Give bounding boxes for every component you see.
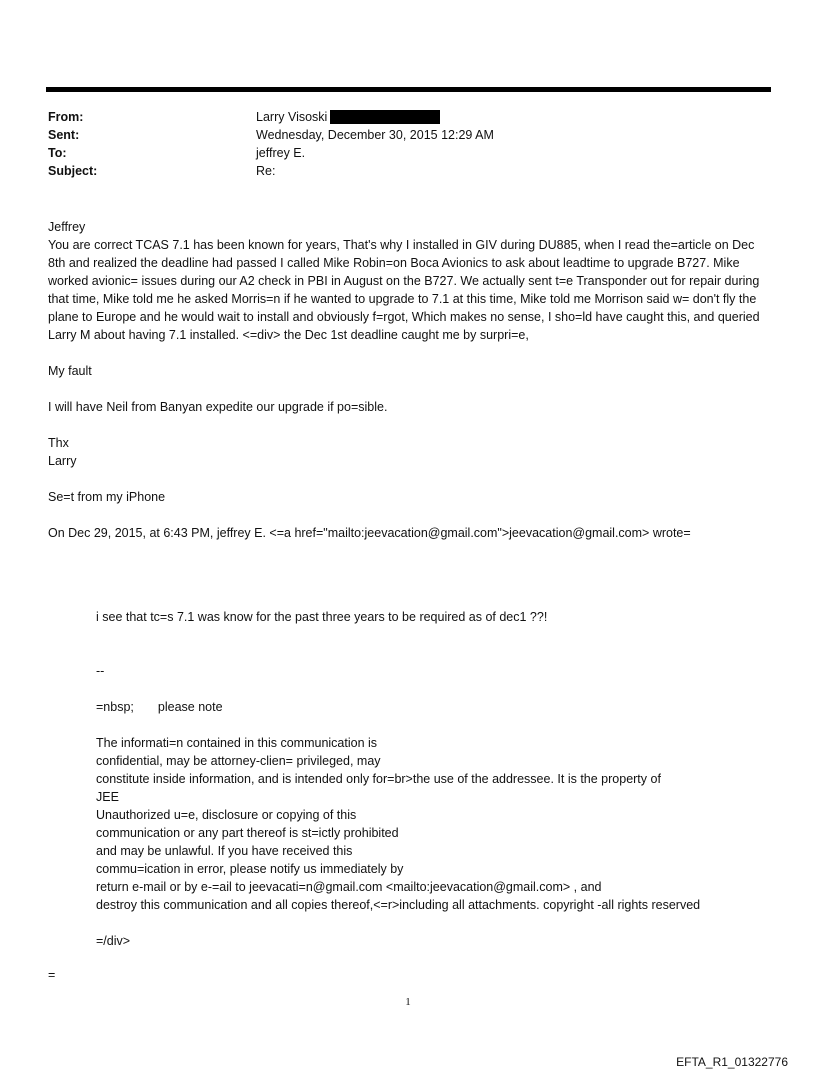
neil-line: I will have Neil from Banyan expedite our upgrade if po=sible. [48, 400, 388, 414]
on-wrote-line: On Dec 29, 2015, at 6:43 PM, jeffrey E. <=a href="mailto:jeevacation@gmail.com">jeevacation@gmail.com> wrote= [48, 526, 691, 540]
from-row [48, 108, 748, 126]
please-note: please note [157, 700, 223, 714]
trailing-equals: = [48, 968, 56, 982]
disclaimer-line: commu=ication in error, please notify us immediately by [96, 862, 404, 876]
subject-label: Subject: [48, 164, 98, 178]
signature: Larry [48, 454, 77, 468]
disclaimer-line: JEE [96, 790, 119, 804]
disclaimer-line: return e-mail or by e-=ail to jeevacati=n@gmail.com <mailto:jeevacation@gmail.com> , and [96, 880, 602, 894]
page-number: 1 [405, 996, 411, 1008]
disclaimer-line: communication or any part thereof is st=ictly prohibited [96, 826, 399, 840]
quoted-message [96, 608, 776, 950]
thx-line: Thx [48, 436, 69, 450]
disclaimer-line: destroy this communication and all copies thereof,<=r>including all attachments. copyright -all rights reserved [96, 898, 701, 912]
to-value: jeffrey E. [256, 146, 306, 160]
from-label: From: [48, 110, 84, 124]
nbsp-text: =nbsp; [96, 700, 134, 714]
top-rule [46, 87, 771, 92]
from-value: Larry Visoski [256, 110, 328, 124]
sent-label: Sent: [48, 128, 80, 142]
to-row [48, 144, 748, 162]
quoted-line: i see that tc=s 7.1 was know for the past three years to be required as of dec1 ??! [96, 610, 548, 624]
from-value-wrap [256, 108, 440, 126]
close-div: =/div> [96, 934, 131, 948]
fault-line: My fault [48, 364, 92, 378]
bates-number: EFTA_R1_01322776 [676, 1055, 788, 1069]
disclaimer-line: The informati=n contained in this communication is [96, 736, 378, 750]
disclaimer-line: Unauthorized u=e, disclosure or copying of this [96, 808, 357, 822]
redaction-box [330, 110, 440, 124]
salutation: Jeffrey [48, 220, 86, 234]
quoted-dashes: -- [96, 664, 105, 678]
email-header [48, 108, 748, 180]
sent-row [48, 126, 748, 144]
subject-value: Re: [256, 164, 276, 178]
nbsp-line [96, 698, 776, 716]
body-paragraph: You are correct TCAS 7.1 has been known for years, That's why I installed in GIV during DU885, when I read the=article on Dec 8th and realized the deadline had passed I called Mike Robin=on Boca Avionics to ask about leadtime to upgrade B727. Mike worked avionic= issues during our A2 check in PBI in August on the B727. We actually sent t=e Transponder out for repair during that time, Mike told me he asked Morris=n if he wanted to upgrade to 7.1 at this time, Mike told me Morrison said w= don't fly the plane to Europe and he would wait to install and obviously f=rgot, Which makes no sense, I sho=ld have caught this, and queried Larry M about having 7.1 installed. <=div> the Dec 1st deadline caught me by surpri=e, [48, 238, 760, 342]
sent-from-line: Se=t from my iPhone [48, 490, 166, 504]
sent-value: Wednesday, December 30, 2015 12:29 AM [256, 128, 494, 142]
disclaimer-line: confidential, may be attorney-clien= privileged, may [96, 754, 381, 768]
disclaimer-line: and may be unlawful. If you have received this [96, 844, 353, 858]
disclaimer-line: constitute inside information, and is intended only for=br>the use of the addressee. It is the property of [96, 772, 661, 786]
subject-row [48, 162, 748, 180]
email-body [48, 218, 768, 542]
to-label: To: [48, 146, 67, 160]
